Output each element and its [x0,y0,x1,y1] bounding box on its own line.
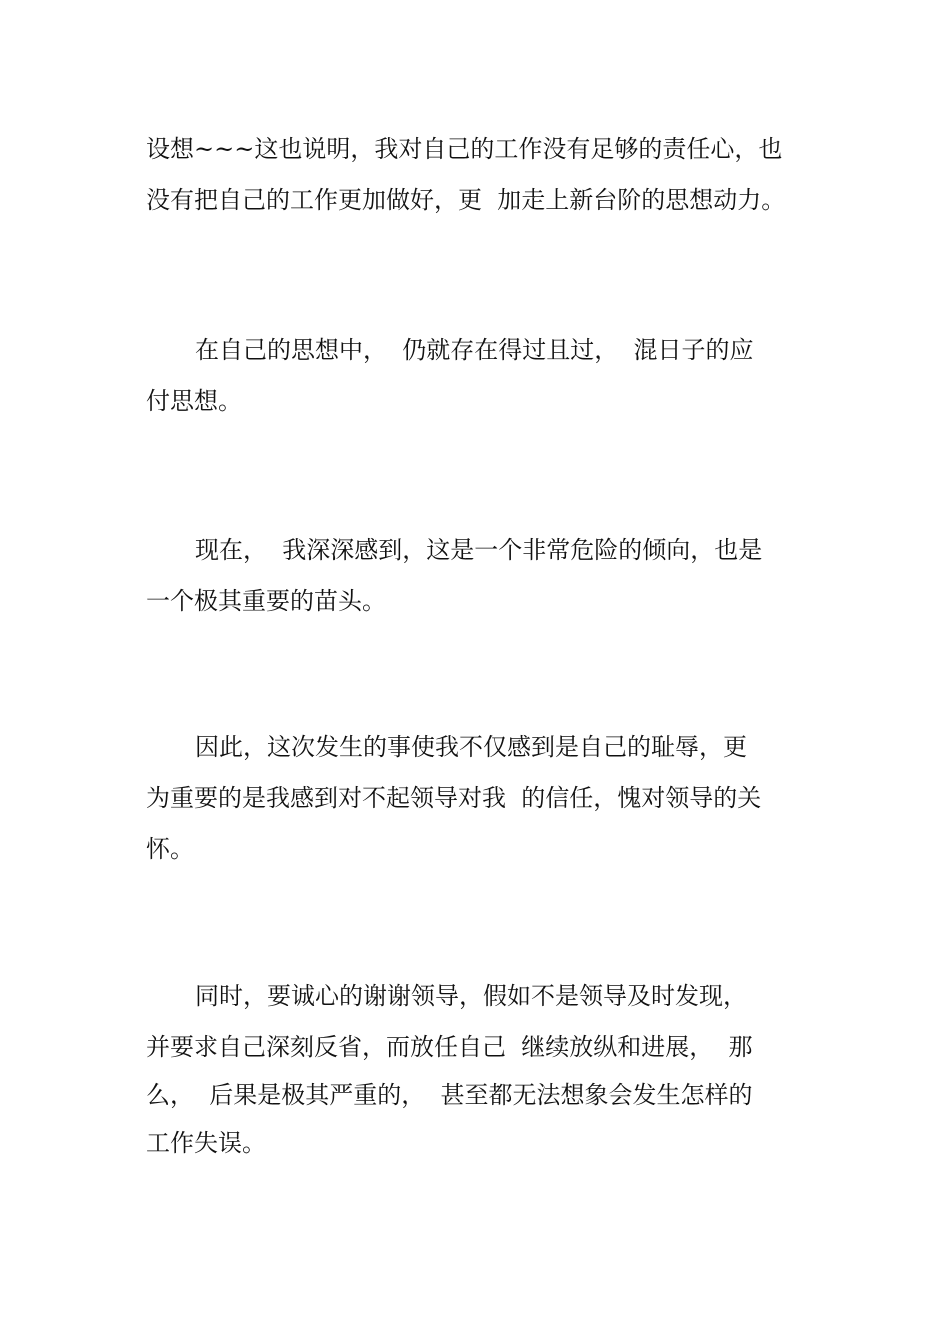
paragraph-line: 设想~~~这也说明，我对自己的工作没有足够的责任心，也 [146,135,783,163]
paragraph-line: 么， 后果是极其严重的， 甚至都无法想象会发生怎样的 [146,1081,753,1109]
paragraph-line: 为重要的是我感到对不起领导对我 的信任，愧对领导的关 [146,784,762,812]
paragraph-line: 工作失误。 [146,1129,266,1157]
paragraph-line: 一个极其重要的苗头。 [146,587,386,615]
paragraph-line: 在自己的思想中， 仍就存在得过且过， 混日子的应 [195,336,754,364]
paragraph-line: 现在， 我深深感到，这是一个非常危险的倾向，也是 [195,536,763,564]
paragraph-line: 没有把自己的工作更加做好，更 加走上新台阶的思想动力。 [146,186,786,214]
paragraph-line: 怀。 [146,835,194,863]
paragraph-line: 同时，要诚心的谢谢领导，假如不是领导及时发现， [195,982,747,1010]
paragraph-line: 并要求自己深刻反省，而放任自己 继续放纵和进展， 那 [146,1033,753,1061]
paragraph-line: 因此，这次发生的事使我不仅感到是自己的耻辱，更 [195,733,747,761]
paragraph-line: 付思想。 [146,387,242,415]
